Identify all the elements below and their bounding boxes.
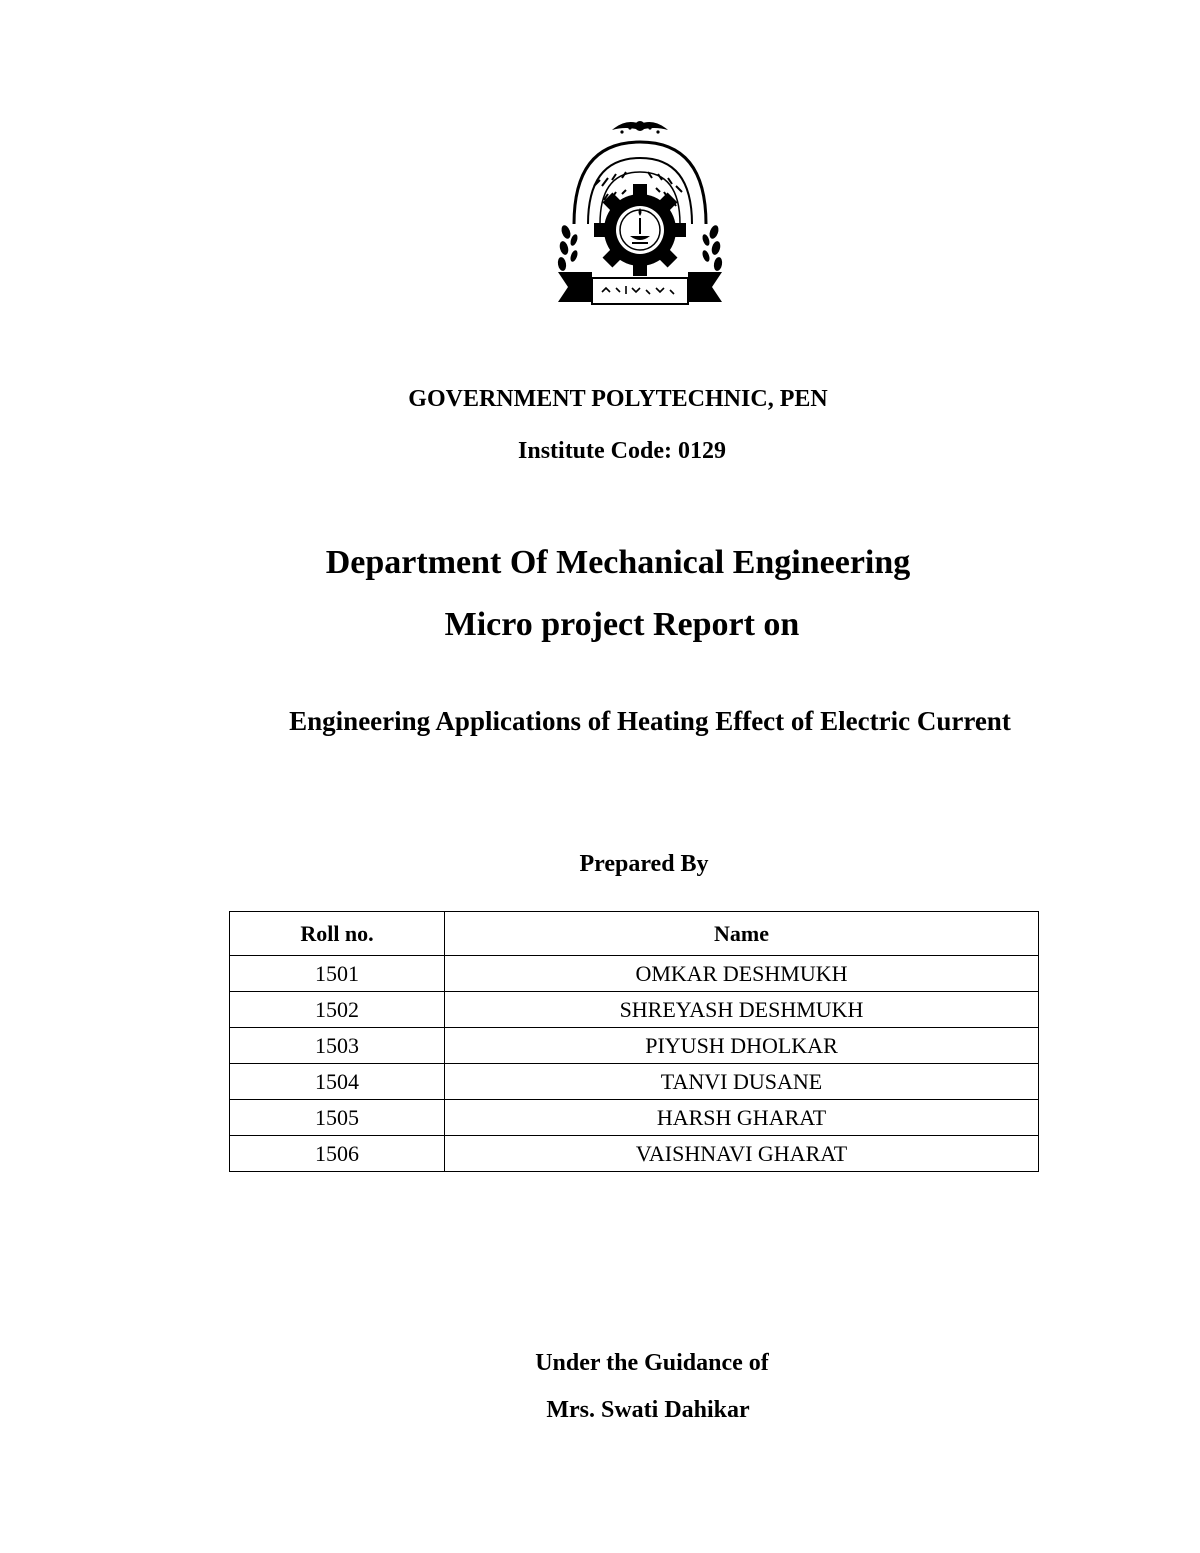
- table-row: [230, 956, 1039, 992]
- table-row: [230, 1136, 1039, 1172]
- name-cell: SHREYASH DESHMUKH: [445, 992, 1039, 1028]
- header-roll-no: Roll no.: [230, 912, 445, 956]
- members-table: [229, 911, 1039, 1172]
- roll-no-cell: 1505: [230, 1100, 445, 1136]
- prepared-by-label: Prepared By: [579, 851, 709, 877]
- guide-name: Mrs. Swati Dahikar: [546, 1397, 750, 1423]
- table-row: [230, 992, 1039, 1028]
- roll-no-cell: 1503: [230, 1028, 445, 1064]
- name-cell: PIYUSH DHOLKAR: [445, 1028, 1039, 1064]
- roll-no-cell: 1501: [230, 956, 445, 992]
- institute-seal-icon: [552, 112, 728, 310]
- institute-code: Institute Code: 0129: [518, 438, 726, 464]
- project-title: Engineering Applications of Heating Effect of Electric Current: [289, 706, 1011, 736]
- header-name: Name: [445, 912, 1039, 956]
- guidance-label: Under the Guidance of: [535, 1350, 769, 1376]
- roll-no-cell: 1504: [230, 1064, 445, 1100]
- table-row: [230, 1100, 1039, 1136]
- table-row: [230, 1028, 1039, 1064]
- name-cell: TANVI DUSANE: [445, 1064, 1039, 1100]
- name-cell: HARSH GHARAT: [445, 1100, 1039, 1136]
- name-cell: VAISHNAVI GHARAT: [445, 1136, 1039, 1172]
- institute-name: GOVERNMENT POLYTECHNIC, PEN: [408, 386, 828, 412]
- table-header-row: [230, 912, 1039, 956]
- table-row: [230, 1064, 1039, 1100]
- department-title: Department Of Mechanical Engineering: [325, 544, 911, 581]
- roll-no-cell: 1502: [230, 992, 445, 1028]
- roll-no-cell: 1506: [230, 1136, 445, 1172]
- report-heading: Micro project Report on: [444, 606, 800, 643]
- name-cell: OMKAR DESHMUKH: [445, 956, 1039, 992]
